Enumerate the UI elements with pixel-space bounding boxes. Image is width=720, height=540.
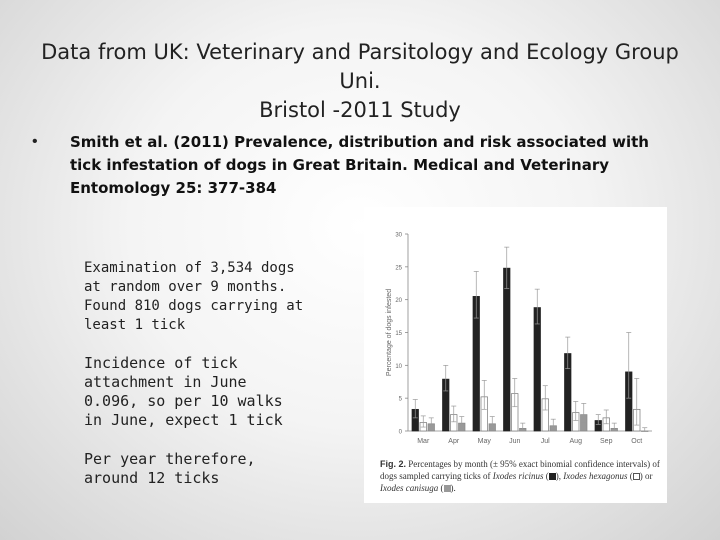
x-tick-label: May [477, 438, 491, 445]
x-tick-label: Apr [448, 438, 460, 445]
figure-caption: Fig. 2. Percentages by month (± 95% exact binomial confidence intervals) of dogs sampled carrying ticks of Ixodes ricinus ( ), Ixodes hexagonus ( ) or Ixodes canisuga ( ). [380, 459, 660, 493]
x-tick-label: Oct [631, 438, 643, 445]
legend-swatch-canisuga [444, 485, 451, 492]
y-axis-label: Percentage of dogs infested [386, 288, 393, 377]
note-examination: Examination of 3,534 dogs at random over 9 months. Found 810 dogs carrying at least 1 tick [84, 260, 304, 333]
x-tick-label: Jul [540, 438, 550, 445]
caption-paren: ). [450, 483, 456, 493]
x-tick-label: Jun [509, 438, 521, 445]
caption-text: Percentages by month (± 95% exact binomial confidence intervals) of dogs sampled carrying ticks of [380, 459, 660, 481]
caption-paren: ( [545, 471, 549, 481]
caption-species-canisuga: Ixodes canisuga [380, 483, 439, 493]
y-tick-label: 10 [395, 363, 402, 370]
caption-species-ricinus: Ixodes ricinus [492, 471, 544, 481]
note-incidence: Incidence of tick attachment in June 0.096, so per 10 walks in June, expect 1 tick [84, 354, 283, 429]
caption-species-hexagonus: Ixodes hexagonus [563, 471, 628, 481]
slide-title-line1: Data from UK: Veterinary and Parsitology and Ecology Group Uni. [41, 40, 679, 93]
note-per-year: Per year therefore, around 12 ticks [84, 450, 256, 487]
bar-chart [364, 207, 667, 457]
bar [534, 308, 541, 431]
x-tick-label: Mar [417, 438, 430, 445]
x-tick-label: Aug [569, 438, 582, 445]
caption-paren: ( [629, 471, 633, 481]
y-tick-label: 20 [395, 298, 402, 305]
x-tick-label: Sep [600, 438, 613, 445]
legend-swatch-hexagonus [633, 473, 640, 480]
bullet-dot-icon: • [32, 133, 38, 150]
slide-title-line2: Bristol -2011 Study [259, 98, 461, 122]
caption-or: ) or [639, 471, 653, 481]
y-tick-label: 25 [395, 265, 402, 272]
legend-swatch-ricinus [549, 473, 556, 480]
figure-panel [364, 207, 667, 503]
y-tick-label: 5 [398, 396, 402, 403]
caption-paren: ), [555, 471, 561, 481]
slide-title [20, 38, 700, 125]
caption-fig-label: Fig. 2. [380, 459, 407, 469]
y-tick-label: 0 [398, 429, 402, 436]
reference-text: Smith et al. (2011) Prevalence, distribution and risk associated with tick infestation of dogs in Great Britain. Medical and Veterinary Entomology 25: 377-384 [70, 133, 649, 197]
bar [504, 268, 511, 431]
y-tick-label: 15 [395, 331, 402, 337]
reference-bullet [32, 131, 682, 200]
y-tick-label: 30 [395, 232, 402, 239]
